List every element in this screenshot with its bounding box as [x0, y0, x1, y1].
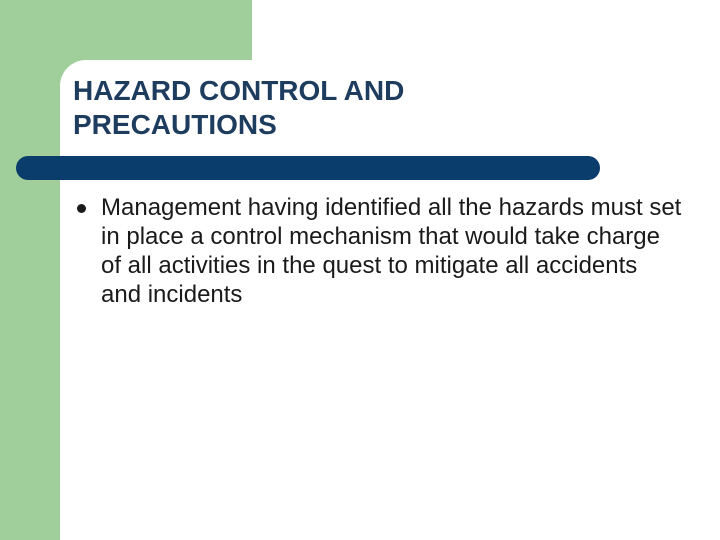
bullet-dot-icon — [77, 204, 86, 213]
bullet-list — [73, 193, 683, 309]
title-divider-bar — [16, 156, 600, 180]
bullet-text: Management having identified all the hazards must set in place a control mechanism that would take charge of all activities in the quest to mitigate all accidents and incidents — [101, 194, 682, 308]
slide-title: HAZARD CONTROL AND PRECAUTIONS — [73, 75, 405, 140]
bullet-item — [73, 193, 683, 309]
